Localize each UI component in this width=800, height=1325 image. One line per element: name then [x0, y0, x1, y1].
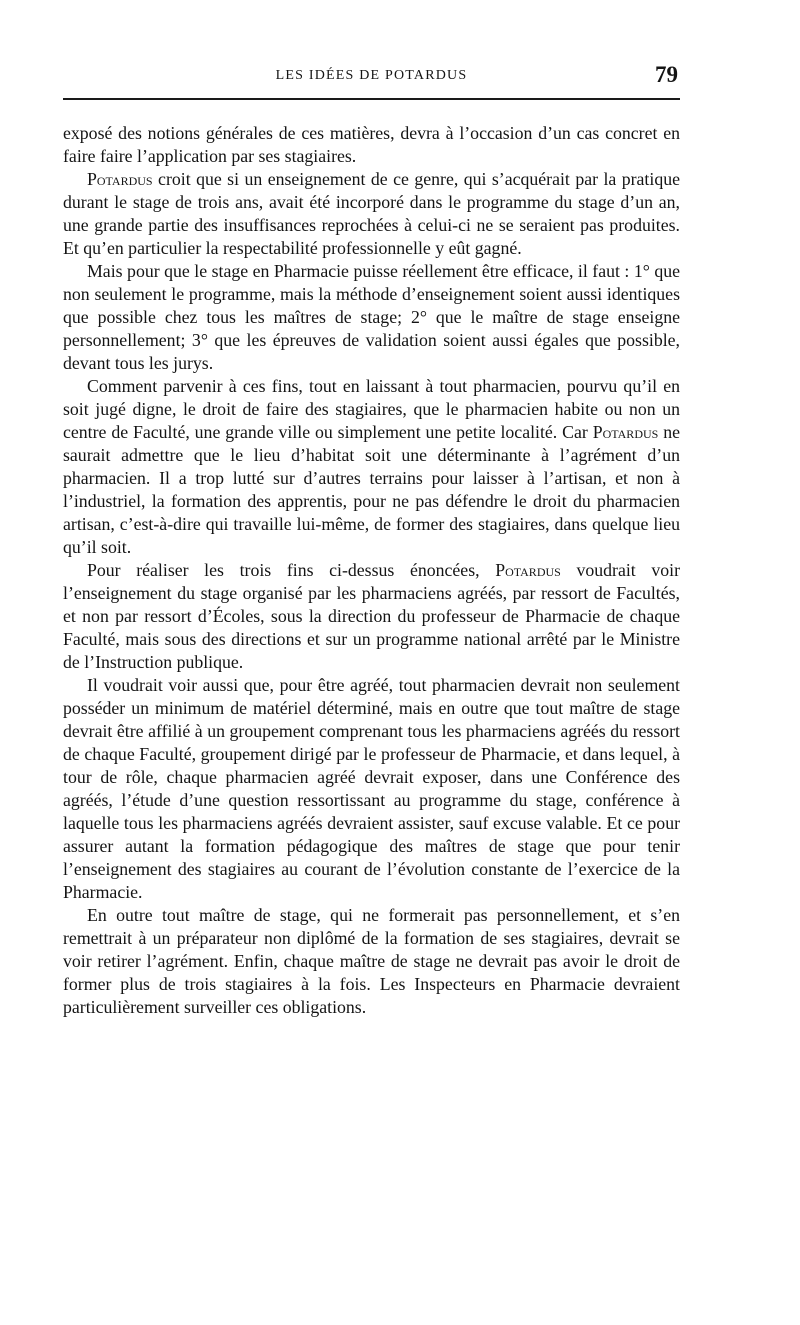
text-run: Pour réaliser les trois fins ci-dessus énoncées,	[87, 560, 496, 580]
running-title: LES IDÉES DE POTARDUS	[275, 68, 468, 83]
text-run: ne saurait admettre que le lieu d’habitat soit une déterminante à l’agrément d’un pharmacien. Il a trop lutté sur d’autres terrains pour laisser à l’artisan, et non à l’industriel, la formation des apprentis, pour ne pas défendre le droit du pharmacien artisan, c’est-à-dire qui travaille lui-même, de former des stagiaires, dans quelque lieu qu’il soit.	[63, 422, 681, 557]
text-run: voudrait voir l’enseignement du stage organisé par les pharmaciens agréés, par ressort de Facultés, et non par ressort d’Écoles, sous la direction du professeur de Pharmacie de chaque Faculté, mais sous des directions et sur un programme national arrêté par le Ministre de l’Instruction publique.	[63, 560, 681, 672]
text-run: croit que si un enseignement de ce genre, qui s’acquérait par la pratique durant le stage de trois ans, avait été incorporé dans le programme du stage d’un an, une grande partie des insuffisances reprochées à celui-ci ne se seraient pas produites. Et qu’en particulier la respectabilité professionnelle y eût gagné.	[63, 169, 680, 258]
paragraph	[63, 904, 680, 1019]
text-run: Il voudrait voir aussi que, pour être agréé, tout pharmacien devrait non seulement posséder un minimum de matériel déterminé, mais en outre que tout maître de stage devrait être affilié à un groupement comprenant tous les pharmaciens agréés du ressort de chaque Faculté, groupement dirigé par le professeur de Pharmacie, et dans lequel, à tour de rôle, chaque pharmacien agréé devrait exposer, dans une Conférence des agréés, l’étude d’une question ressortissant au programme du stage, conférence à laquelle tous les pharmaciens agréés devraient assister, sauf excuse valable. Et ce pour assurer autant la formation pédagogique des maîtres de stage que pour tenir l’enseignement des stagiaires au courant de l’évolution constante de l’exercice de la Pharmacie.	[63, 675, 680, 902]
paragraph	[63, 260, 680, 375]
header-rule	[63, 98, 680, 100]
paragraph	[63, 168, 680, 260]
page-header	[63, 62, 680, 92]
author-name: Potardus	[87, 169, 153, 189]
paragraph	[63, 674, 680, 904]
text-run: Mais pour que le stage en Pharmacie puisse réellement être efficace, il faut : 1° que non seulement le programme, mais la méthode d’enseignement soient aussi identiques que possible chez tous les maîtres de stage; 2° que le maître de stage enseigne personnellement; 3° que les épreuves de validation soient aussi égales que possible, devant tous les jurys.	[63, 261, 680, 373]
author-name: Potardus	[592, 422, 659, 442]
paragraph	[63, 375, 680, 559]
page-number: 79	[655, 62, 678, 87]
paragraph	[63, 559, 680, 674]
text-run: Comment parvenir à ces fins, tout en laissant à tout pharmacien, pourvu qu’il en soit jugé digne, le droit de faire des stagiaires, que le pharmacien habite ou non un centre de Faculté, une grande ville ou simplement une petite localité. Car	[63, 376, 680, 442]
text-run: En outre tout maître de stage, qui ne formerait pas personnellement, et s’en remettrait à un préparateur non diplômé de la formation de ses stagiaires, devrait se voir retirer l’agrément. Enfin, chaque maître de stage ne devrait pas avoir le droit de former plus de trois stagiaires à la fois. Les Inspecteurs en Pharmacie devraient particulièrement surveiller ces obligations.	[63, 905, 680, 1017]
body-text	[63, 122, 680, 1019]
author-name: Potardus	[495, 560, 561, 580]
text-run: exposé des notions générales de ces matières, devra à l’occasion d’un cas concret en faire faire l’application par ses stagiaires.	[63, 123, 680, 166]
paragraph	[63, 122, 680, 168]
